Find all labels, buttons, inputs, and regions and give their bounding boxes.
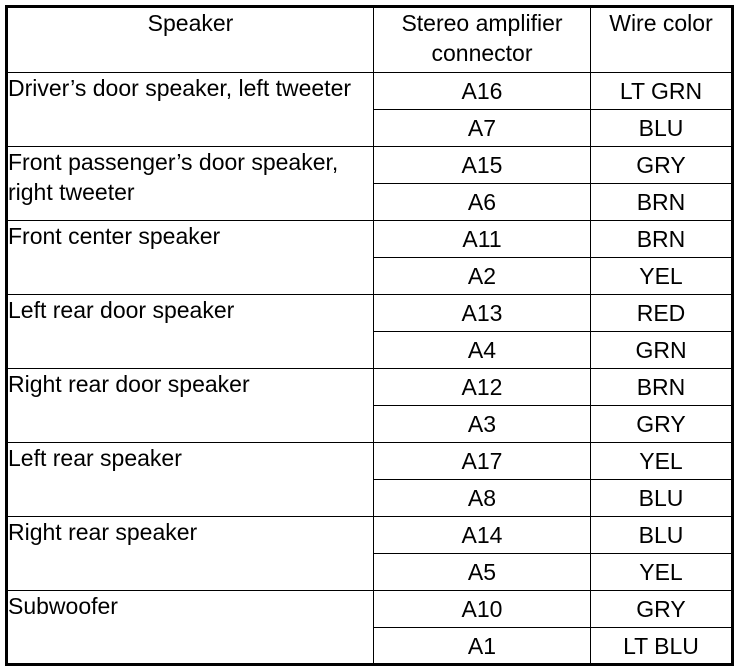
connector-pin: A6 (374, 184, 591, 221)
table-row (7, 369, 733, 406)
speaker-name: Right rear door speaker (7, 369, 374, 443)
table-row (7, 221, 733, 258)
wire-color: RED (591, 295, 733, 332)
wire-color: YEL (591, 258, 733, 295)
table-row (7, 443, 733, 480)
connector-pin: A2 (374, 258, 591, 295)
wire-color: BLU (591, 517, 733, 554)
connector-pin: A14 (374, 517, 591, 554)
wire-color: BRN (591, 369, 733, 406)
connector-pin: A17 (374, 443, 591, 480)
wire-color: GRY (591, 406, 733, 443)
speaker-name: Left rear speaker (7, 443, 374, 517)
connector-pin: A3 (374, 406, 591, 443)
speaker-name: Subwoofer (7, 591, 374, 665)
table-row (7, 73, 733, 110)
header-row (7, 7, 733, 73)
speaker-name: Front passenger’s door speaker, right tweeter (7, 147, 374, 221)
speaker-name: Front center speaker (7, 221, 374, 295)
connector-pin: A12 (374, 369, 591, 406)
wire-color: LT BLU (591, 628, 733, 665)
wire-color: GRY (591, 147, 733, 184)
table-row (7, 295, 733, 332)
connector-pin: A8 (374, 480, 591, 517)
header-connector: Stereo amplifier connector (374, 7, 591, 73)
connector-pin: A5 (374, 554, 591, 591)
connector-pin: A16 (374, 73, 591, 110)
connector-pin: A11 (374, 221, 591, 258)
wire-color: GRY (591, 591, 733, 628)
wire-color: BLU (591, 110, 733, 147)
table-row (7, 147, 733, 184)
connector-pin: A7 (374, 110, 591, 147)
header-speaker: Speaker (7, 7, 374, 73)
table-row (7, 517, 733, 554)
speaker-wiring-table (5, 5, 734, 666)
wire-color: YEL (591, 554, 733, 591)
table-row (7, 591, 733, 628)
speaker-name: Left rear door speaker (7, 295, 374, 369)
wire-color: BRN (591, 184, 733, 221)
wire-color: BRN (591, 221, 733, 258)
header-wire-color: Wire color (591, 7, 733, 73)
wire-color: YEL (591, 443, 733, 480)
connector-pin: A13 (374, 295, 591, 332)
speaker-name: Driver’s door speaker, left tweeter (7, 73, 374, 147)
connector-pin: A4 (374, 332, 591, 369)
wire-color: LT GRN (591, 73, 733, 110)
connector-pin: A10 (374, 591, 591, 628)
wire-color: BLU (591, 480, 733, 517)
connector-pin: A1 (374, 628, 591, 665)
wire-color: GRN (591, 332, 733, 369)
speaker-name: Right rear speaker (7, 517, 374, 591)
connector-pin: A15 (374, 147, 591, 184)
